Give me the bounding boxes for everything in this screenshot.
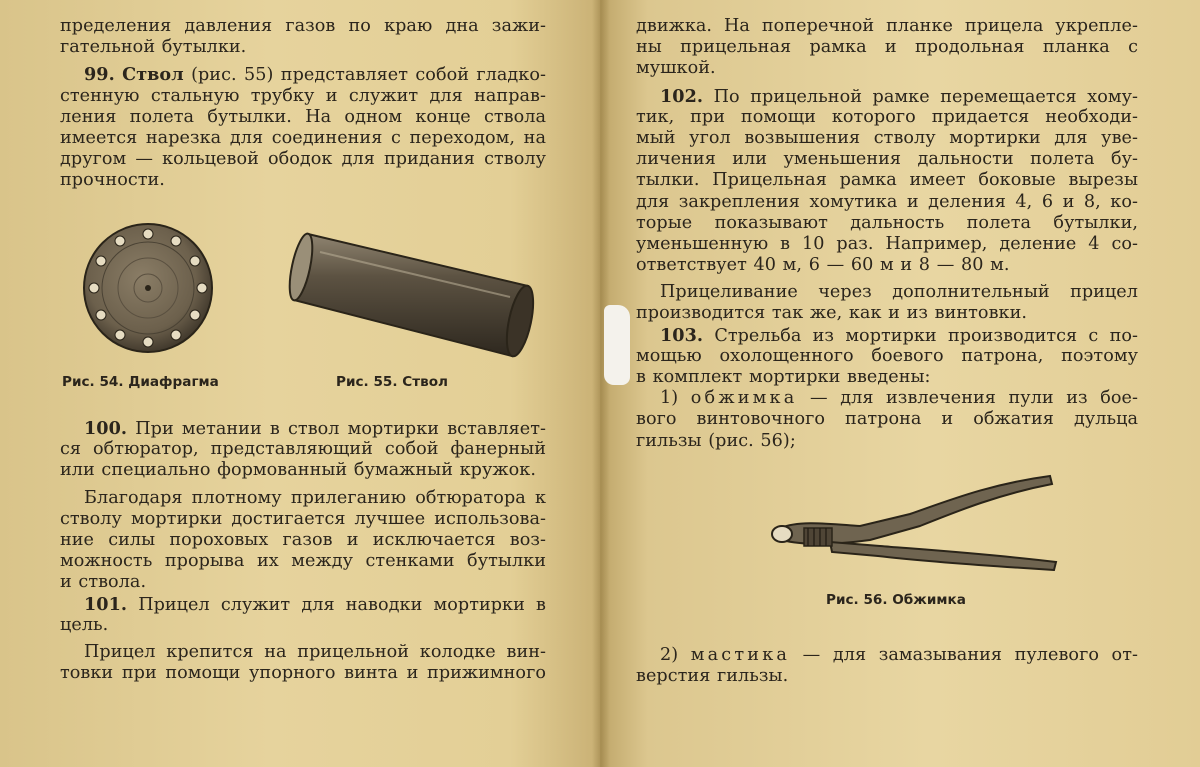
text-line: тик, при помощи которого придается необходи- <box>636 106 1138 127</box>
item-1-first <box>636 388 1138 409</box>
paragraph-number: 99. <box>84 64 115 86</box>
text-line: мощью охолощенного боевого патрона, поэтому <box>636 345 1138 366</box>
text-line: гательной бутылки. <box>60 37 247 58</box>
text-span: По прицельной рамке перемещается хому- <box>713 86 1138 107</box>
term-bold: Ствол <box>122 64 184 86</box>
paragraph-number: 101. <box>84 593 128 615</box>
page-hole <box>604 305 630 385</box>
text-line: или специально формованный бумажный кружок. <box>60 460 536 481</box>
figure-54-caption: Рис. 54. Диафрагма <box>62 374 219 390</box>
text-line: пределения давления газов по краю дна зажи- <box>60 16 546 36</box>
text-line: гильзы (рис. 56); <box>636 430 796 451</box>
text-line: имеется нарезка для соединения с переходом, на <box>60 127 546 148</box>
paragraph-number: 102. <box>660 85 704 107</box>
text-line: верстия гильзы. <box>636 666 789 687</box>
item-label: 2) <box>660 645 679 665</box>
text-line: ся обтюратор, представляющий собой фанерный <box>60 439 546 460</box>
right-page <box>600 0 1200 767</box>
text-line: цель. <box>60 614 109 635</box>
text-line: мый угол возвышения стволу мортирки для уве- <box>636 127 1138 148</box>
book-gutter <box>592 0 610 767</box>
text-line: ны прицельная рамка и продольная планка с <box>636 37 1138 58</box>
text-line: товки при помощи упорного винта и прижимного <box>60 663 546 684</box>
text-span: Стрельба из мортирки производится с по- <box>714 325 1138 346</box>
term-spaced: мастика <box>690 645 791 665</box>
diaphragm-illustration <box>80 220 216 356</box>
right-top-text <box>636 16 1138 452</box>
text-line: мушкой. <box>636 58 716 79</box>
text-line: Прицеливание через дополнительный прицел <box>660 282 1138 303</box>
text-line: другом — кольцевой ободок для придания стволу <box>60 149 546 170</box>
text-line: вого винтовочного патрона и обжатия дульца <box>636 409 1138 430</box>
paragraph-102-first <box>636 86 1138 107</box>
figure-55-caption: Рис. 55. Ствол <box>336 374 449 390</box>
term-spaced: обжимка <box>690 388 798 409</box>
text-span: Прицел служит для наводки мортирки в <box>138 594 546 615</box>
text-span: — для замазывания пулевого от- <box>802 645 1138 665</box>
left-bottom-text <box>60 418 546 684</box>
text-line: уменьшенную в 10 раз. Например, деление 4 со- <box>636 233 1138 254</box>
barrel-illustration <box>290 222 540 362</box>
left-top-text <box>60 16 546 192</box>
text-line: прочности. <box>60 170 165 191</box>
text-line: Прицел крепится на прицельной колодке вин- <box>84 641 546 662</box>
text-line: движка. На поперечной планке прицела укрепле- <box>636 16 1138 36</box>
text-line: ответствует 40 м, 6 — 60 м и 8 — 80 м. <box>636 255 1010 276</box>
text-line: ления полета бутылки. На одном конце ствола <box>60 106 546 127</box>
right-bottom-text <box>636 645 1138 687</box>
text-line: стенную стальную трубку и служит для направ- <box>60 85 546 106</box>
item-2-first <box>636 645 1138 666</box>
text-line: производится так же, как и из винтовки. <box>636 303 1027 324</box>
paragraph-103-first <box>636 325 1138 346</box>
paragraph-99-first <box>60 64 546 85</box>
text-line: Благодаря плотному прилеганию обтюратора к <box>84 487 546 508</box>
text-span: (рис. 55) представляет собой гладко- <box>191 65 546 86</box>
paragraph-number: 100. <box>84 418 128 439</box>
paragraph-number: 103. <box>660 324 704 346</box>
text-span: При метании в ствол мортирки вставляет- <box>135 419 546 439</box>
text-line: в комплект мортирки введены: <box>636 367 931 387</box>
text-line: и ствола. <box>60 572 147 593</box>
crimper-pliers-illustration <box>760 470 1060 580</box>
text-line: можность прорыва их между стенками бутылки <box>60 551 546 572</box>
text-line: для закрепления хомутика и деления 4, 6 и 8, ко- <box>636 191 1138 212</box>
text-line: стволу мортирки достигается лучшее использова- <box>60 508 546 529</box>
item-label: 1) <box>660 388 679 409</box>
paragraph-101-first <box>60 594 546 615</box>
text-span: — для извлечения пули из боe- <box>810 388 1138 409</box>
paragraph-100-first <box>60 418 546 439</box>
text-line: торые показывают дальность полета бутылки, <box>636 212 1138 233</box>
text-line: личения или уменьшения дальности полета бу- <box>636 149 1138 170</box>
text-line: ние силы пороховых газов и исключается воз- <box>60 529 546 550</box>
figure-56-caption: Рис. 56. Обжимка <box>826 592 966 608</box>
text-line: тылки. Прицельная рамка имеет боковые вырезы <box>636 170 1138 191</box>
